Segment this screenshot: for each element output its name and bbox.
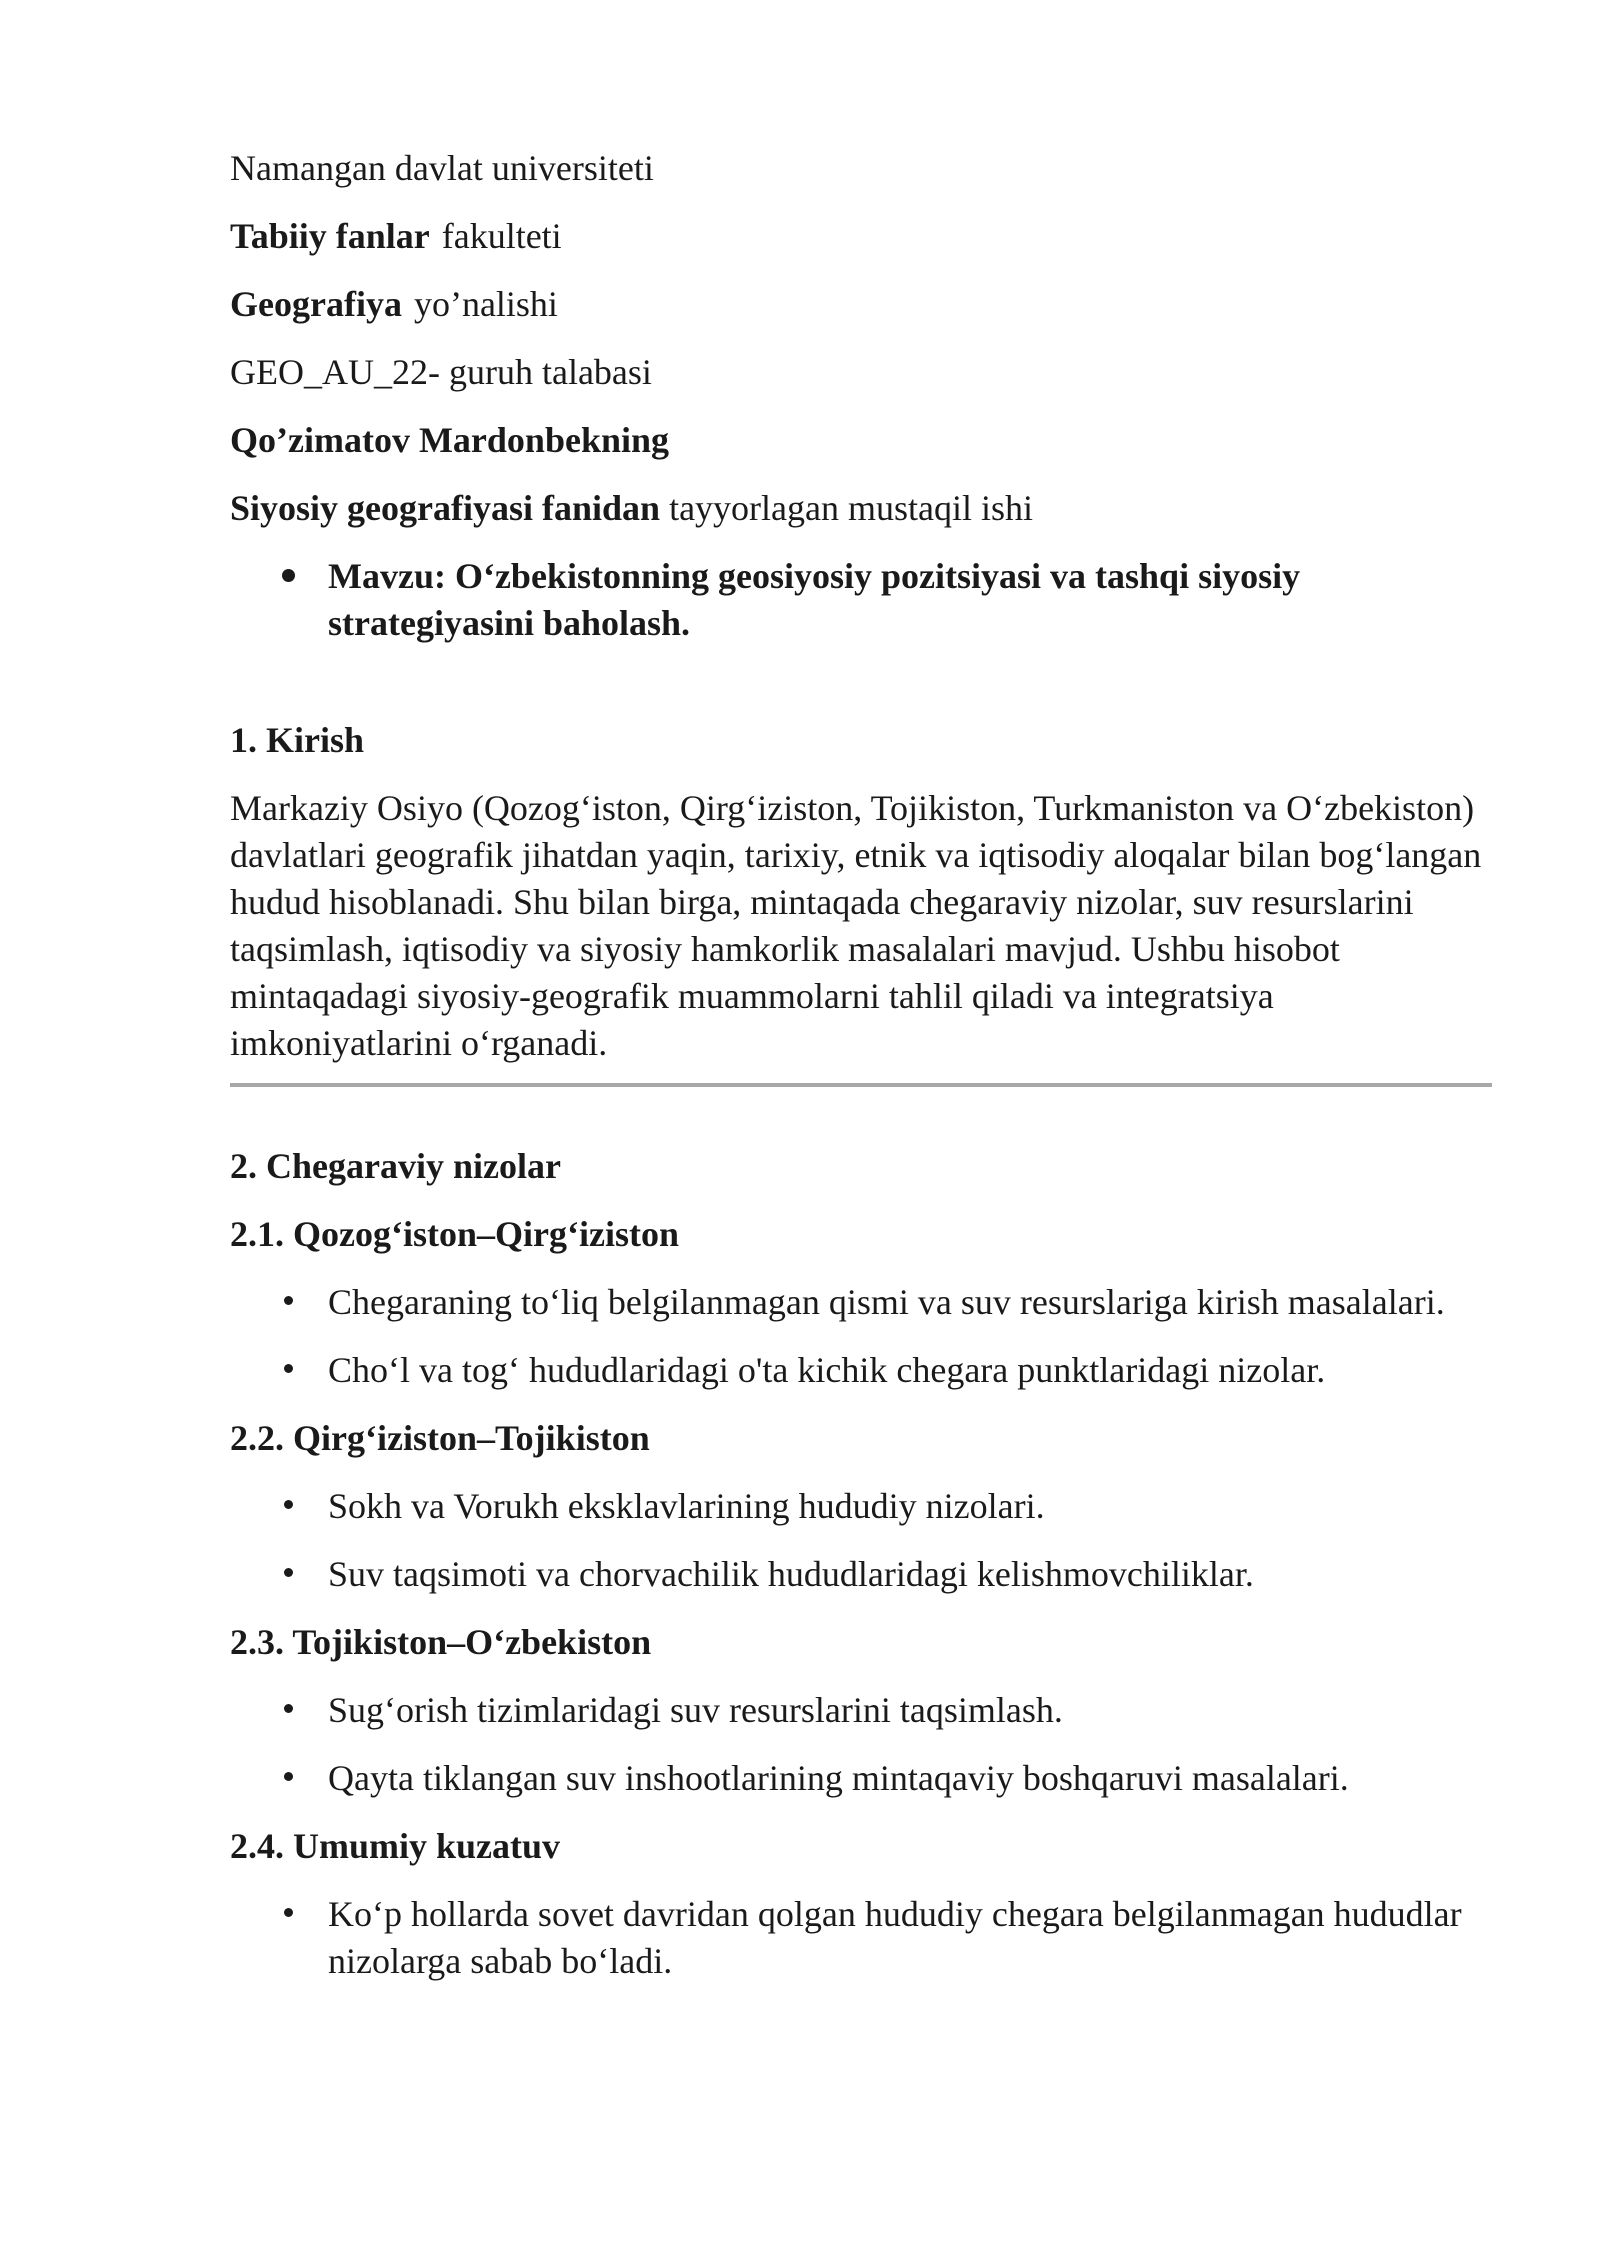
- list-item: [230, 1279, 1490, 1326]
- bullet-icon: [284, 1568, 293, 1577]
- subsection-2-4-heading: 2.4. Umumiy kuzatuv: [230, 1826, 561, 1866]
- list-item: [230, 1687, 1490, 1734]
- list-item-text: Sokh va Vorukh eksklavlarining hududiy nizolari.: [328, 1486, 1045, 1526]
- list-item: [230, 1483, 1490, 1530]
- subsection-2-2-list: [230, 1483, 1490, 1598]
- list-item: [230, 1891, 1490, 1985]
- list-item-text: Qayta tiklangan suv inshootlarining mintaqaviy boshqaruvi masalalari.: [328, 1758, 1349, 1798]
- section-2-heading: 2. Chegaraviy nizolar: [230, 1146, 561, 1186]
- bullet-icon: [284, 1772, 293, 1781]
- direction-line: [230, 281, 1490, 328]
- bullet-icon: [284, 1908, 293, 1917]
- document-content: [230, 145, 1490, 2006]
- subsection-2-1-heading: 2.1. Qozog‘iston–Qirg‘iziston: [230, 1214, 679, 1254]
- list-item-text: Sug‘orish tizimlaridagi suv resurslarini taqsimlash.: [328, 1690, 1063, 1730]
- list-item-text: Chegaraning to‘liq belgilanmagan qismi va suv resurslariga kirish masalalari.: [328, 1282, 1445, 1322]
- list-item: [230, 1347, 1490, 1394]
- list-item: [230, 1551, 1490, 1598]
- faculty-name: Tabiiy fanlar: [230, 216, 430, 256]
- subject-line: [230, 485, 1490, 532]
- subsection-2-1-list: [230, 1279, 1490, 1394]
- subsection-2-3-list: [230, 1687, 1490, 1802]
- student-name: Qo’zimatov Mardonbekning: [230, 420, 670, 460]
- list-item: [230, 1755, 1490, 1802]
- bullet-icon: [284, 1364, 293, 1373]
- bullet-icon: [284, 1500, 293, 1509]
- intro-heading: 1. Kirish: [230, 720, 365, 760]
- horizontal-divider: [230, 1083, 1492, 1087]
- subject-name: Siyosiy geografiyasi fanidan: [230, 488, 661, 528]
- bullet-icon: [284, 1704, 293, 1713]
- intro-paragraph: Markaziy Osiyo (Qozog‘iston, Qirg‘iziston, Tojikiston, Turkmaniston va O‘zbekiston) davlatlari geografik jihatdan yaqin, tarixiy, etnik va iqtisodiy aloqalar bilan bog‘langan hudud hisoblanadi. Shu bilan birga, mintaqada chegaraviy nizolar, suv resurslarini taqsimlash, iqtisodiy va siyosiy hamkorlik masalalari mavjud. Ushbu hisobot mintaqadagi siyosiy-geografik muammolarni tahlil qiladi va integratsiya imkoniyatlarini o‘rganadi.: [230, 788, 1482, 1063]
- bullet-icon: [282, 569, 295, 582]
- topic-item: [230, 553, 1490, 647]
- faculty-suffix: fakulteti: [441, 216, 562, 256]
- direction-suffix: yo’nalishi: [413, 284, 558, 324]
- subsection-2-4-list: [230, 1891, 1490, 1985]
- subsection-2-2-heading: 2.2. Qirg‘iziston–Tojikiston: [230, 1418, 650, 1458]
- direction-name: Geografiya: [230, 284, 402, 324]
- university-name: Namangan davlat universiteti: [230, 148, 654, 188]
- group-line: GEO_AU_22- guruh talabasi: [230, 352, 652, 392]
- bullet-icon: [284, 1296, 293, 1305]
- faculty-line: [230, 213, 1490, 260]
- topic-text: Mavzu: O‘zbekistonning geosiyosiy pozitsiyasi va tashqi siyosiy strategiyasini baholash.: [328, 556, 1301, 643]
- subject-suffix: tayyorlagan mustaqil ishi: [669, 488, 1033, 528]
- list-item-text: Ko‘p hollarda sovet davridan qolgan hududiy chegara belgilanmagan hududlar nizolarga sabab bo‘ladi.: [328, 1894, 1462, 1981]
- subsection-2-3-heading: 2.3. Tojikiston–O‘zbekiston: [230, 1622, 652, 1662]
- list-item-text: Suv taqsimoti va chorvachilik hududlaridagi kelishmovchiliklar.: [328, 1554, 1254, 1594]
- list-item-text: Cho‘l va tog‘ hududlaridagi o'ta kichik chegara punktlaridagi nizolar.: [328, 1350, 1326, 1390]
- topic-list: [230, 553, 1490, 647]
